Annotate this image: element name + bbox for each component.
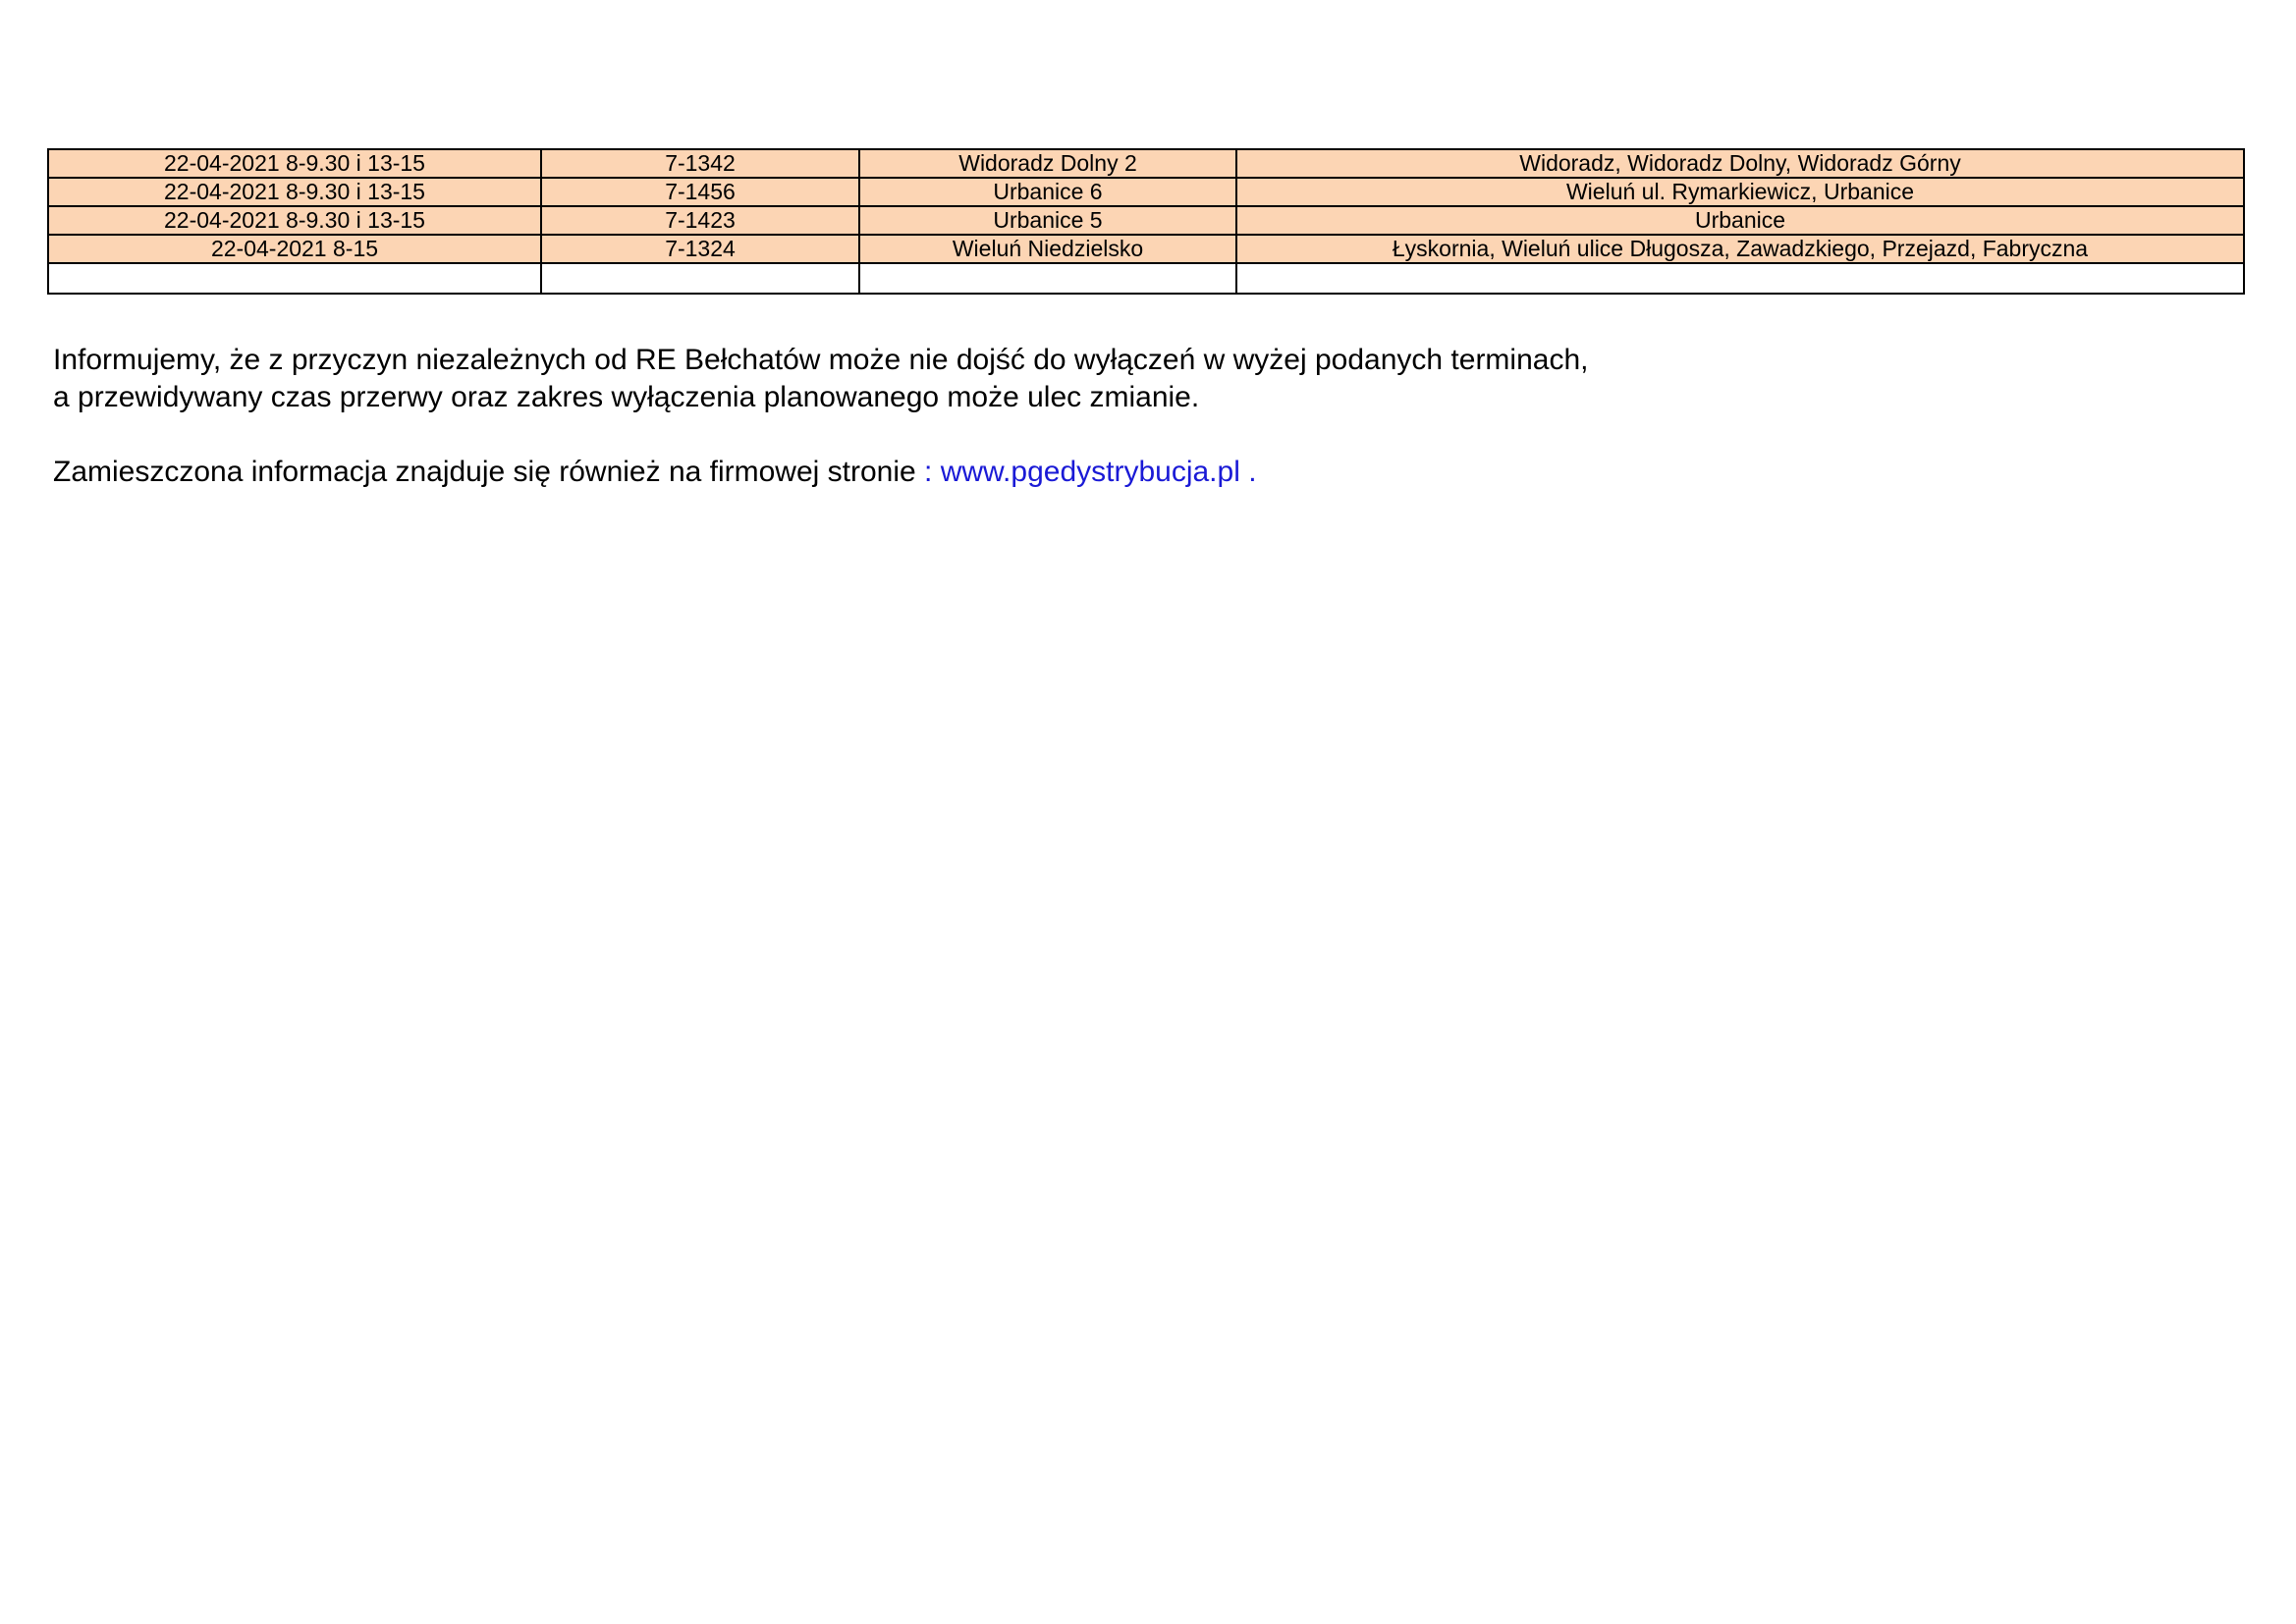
- affected-area-cell: Widoradz, Widoradz Dolny, Widoradz Górny: [1236, 149, 2244, 178]
- station-number-cell: 7-1456: [541, 178, 859, 206]
- station-number-cell: 7-1423: [541, 206, 859, 235]
- table-row: [48, 206, 2244, 235]
- affected-area-cell: Urbanice: [1236, 206, 2244, 235]
- station-name-cell: [859, 263, 1236, 294]
- station-number-cell: 7-1324: [541, 235, 859, 263]
- station-name-cell: Wieluń Niedzielsko: [859, 235, 1236, 263]
- table-row: [48, 149, 2244, 178]
- table-row: [48, 178, 2244, 206]
- station-name-cell: Urbanice 6: [859, 178, 1236, 206]
- affected-area-cell: [1236, 263, 2244, 294]
- station-name-cell: Widoradz Dolny 2: [859, 149, 1236, 178]
- website-notice-text: Zamieszczona informacja znajduje się również na firmowej stronie: [53, 456, 925, 488]
- outage-date-cell: 22-04-2021 8-9.30 i 13-15: [48, 178, 541, 206]
- outage-date-cell: 22-04-2021 8-9.30 i 13-15: [48, 149, 541, 178]
- outage-schedule-table: [47, 148, 2245, 295]
- affected-area-cell: Wieluń ul. Rymarkiewicz, Urbanice: [1236, 178, 2244, 206]
- station-number-cell: [541, 263, 859, 294]
- station-name-cell: Urbanice 5: [859, 206, 1236, 235]
- table-row: [48, 235, 2244, 263]
- website-notice: [53, 454, 1257, 491]
- station-number-cell: 7-1342: [541, 149, 859, 178]
- outage-date-cell: [48, 263, 541, 294]
- outage-date-cell: 22-04-2021 8-9.30 i 13-15: [48, 206, 541, 235]
- table-row-empty: [48, 263, 2244, 294]
- notice-line-2: a przewidywany czas przerwy oraz zakres wyłączenia planowanego może ulec zmianie.: [53, 381, 1200, 413]
- affected-area-cell: Łyskornia, Wieluń ulice Długosza, Zawadzkiego, Przejazd, Fabryczna: [1236, 235, 2244, 263]
- notice-line-1: Informujemy, że z przyczyn niezależnych od RE Bełchatów może nie dojść do wyłączeń w wyżej podanych terminach,: [53, 344, 1589, 376]
- website-link[interactable]: : www.pgedystrybucja.pl .: [924, 456, 1257, 488]
- outage-date-cell: 22-04-2021 8-15: [48, 235, 541, 263]
